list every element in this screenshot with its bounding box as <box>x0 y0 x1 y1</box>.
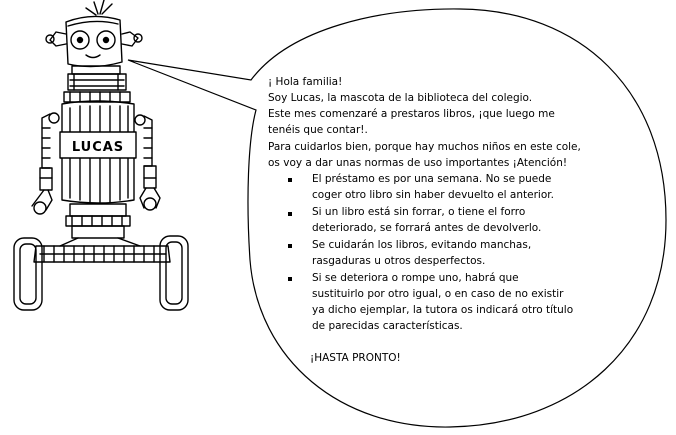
rule-line: El préstamo es por una semana. No se puede <box>312 173 552 185</box>
rule-line: ya dicho ejemplar, la tutora os indicará otro título <box>312 304 574 316</box>
robot-chest-label: LUCAS <box>71 140 125 155</box>
rule-line: Si un libro está sin forrar, o tiene el forro <box>312 206 526 218</box>
rule-line: de parecidas características. <box>312 320 463 332</box>
robot-mascot <box>0 0 230 330</box>
bullet-icon <box>288 212 292 216</box>
rule-line: Se cuidarán los libros, evitando manchas, <box>312 239 532 251</box>
closing: ¡HASTA PRONTO! <box>310 352 401 364</box>
greeting: ¡ Hola familia! <box>268 76 343 88</box>
rule-line: coger otro libro sin haber devuelto el anterior. <box>312 189 554 201</box>
rule-line: deteriorado, se forrará antes de devolverlo. <box>312 222 542 234</box>
bullet-icon <box>288 178 292 182</box>
intro-line: tenéis que contar!. <box>268 124 368 136</box>
bullet-icon <box>288 244 292 248</box>
intro-line: os voy a dar unas normas de uso importantes ¡Atención! <box>268 157 568 169</box>
rule-line: sustituirlo por otro igual, o en caso de no existir <box>312 288 564 300</box>
rule-line: rasgaduras u otros desperfectos. <box>312 255 486 267</box>
intro-line: Para cuidarlos bien, porque hay muchos niños en este cole, <box>268 141 581 153</box>
rule-line: Si se deteriora o rompe uno, habrá que <box>312 272 519 284</box>
intro-line: Este mes comenzaré a prestaros libros, ¡que luego me <box>268 108 555 120</box>
bullet-icon <box>288 277 292 281</box>
intro-line: Soy Lucas, la mascota de la biblioteca del colegio. <box>268 92 533 104</box>
